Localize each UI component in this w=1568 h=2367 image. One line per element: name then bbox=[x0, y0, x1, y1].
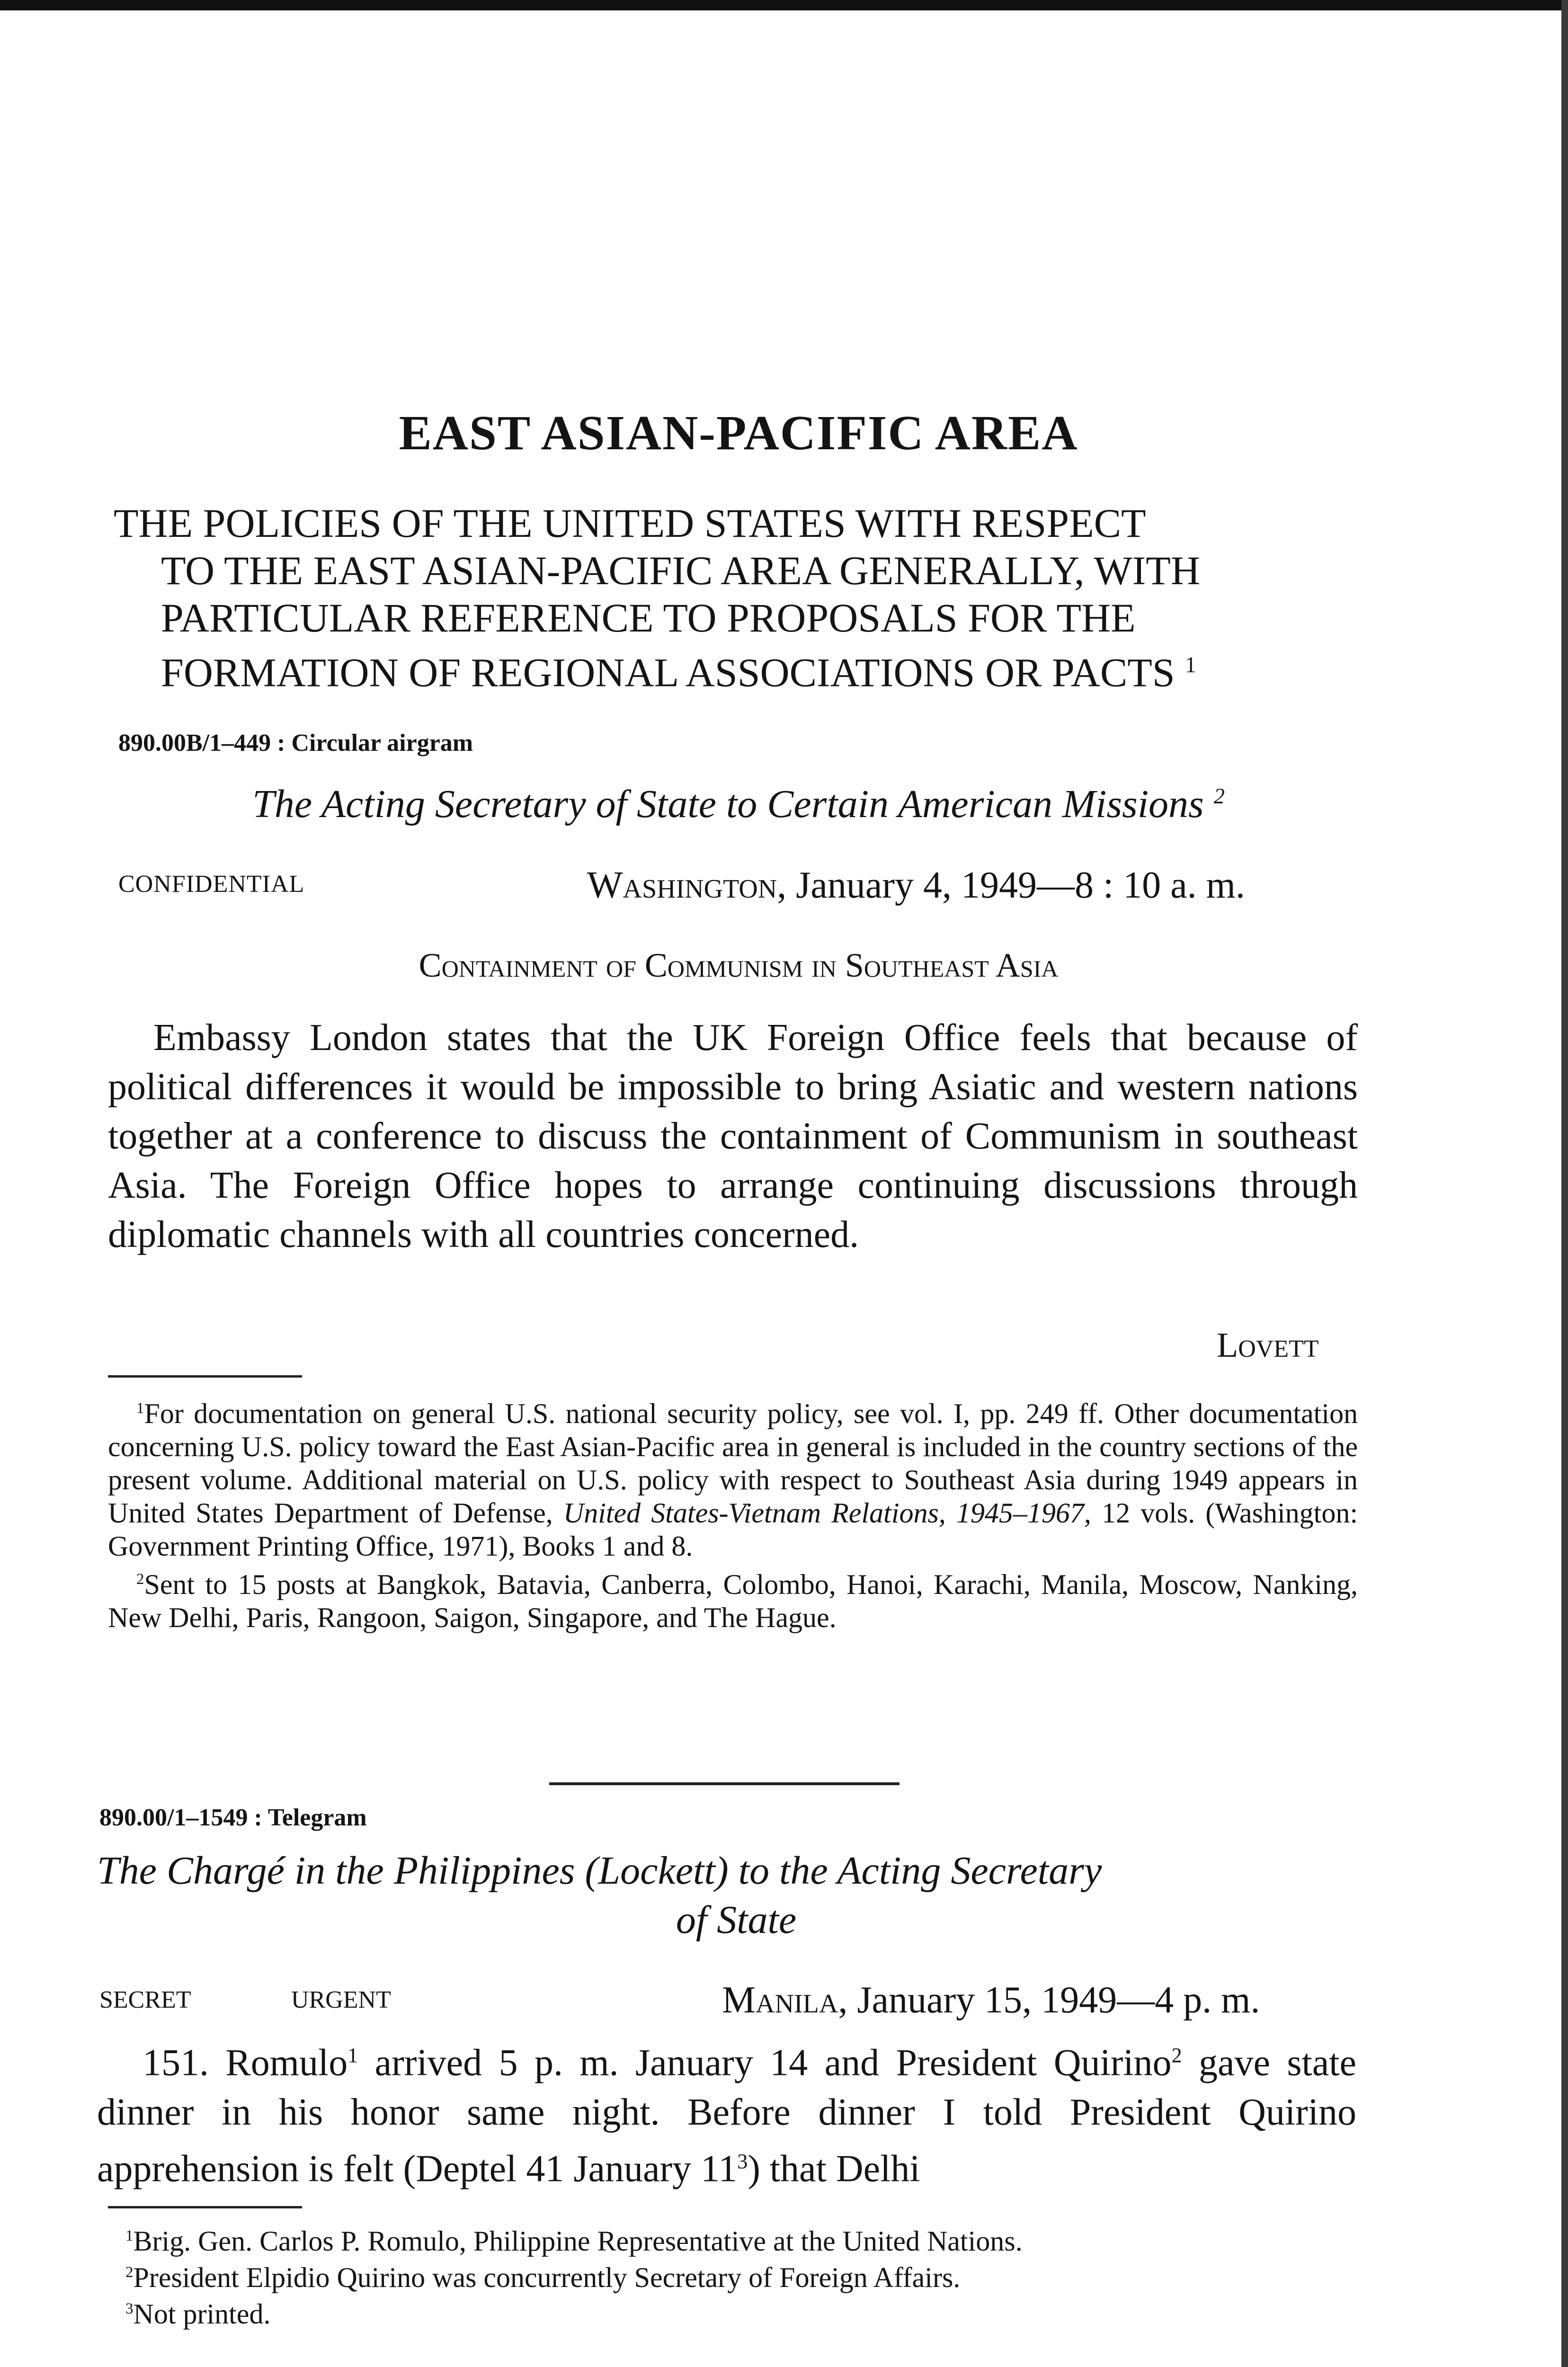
priority-label: URGENT bbox=[291, 1986, 391, 2013]
classification-label: CONFIDENTIAL bbox=[118, 871, 305, 898]
file-reference-1: 890.00B/1–449 : Circular airgram bbox=[118, 730, 473, 756]
document-heading-2 bbox=[97, 1846, 1375, 1945]
main-title: EAST ASIAN-PACIFIC AREA bbox=[399, 406, 1078, 460]
dateline-1 bbox=[587, 864, 1245, 907]
footnote-mark: 1 bbox=[1185, 653, 1196, 677]
dateline-date: January 15, 1949—4 p. m. bbox=[857, 1979, 1260, 2021]
footnote-3: $^3$Not printed. bbox=[125, 2298, 271, 2330]
footnote-1: $^1$For documentation on general U.S. national security policy, see vol. I, pp. 249 ff. Other documentation concerning U.S. policy toward the East Asian-Pacific area in general is included in the country sections of the present volume. Additional material on U.S. policy with respect to Southeast Asia during 1949 appears in United States Department of Defense, United States-Vietnam Relations, 1945–1967, 12 vols. (Washington: Government Printing Office, 1971), Books 1 and 8. bbox=[108, 1398, 1358, 1562]
footnotes-2 bbox=[97, 2220, 1356, 2330]
section-divider bbox=[549, 1782, 900, 1785]
file-reference-2: 890.00/1–1549 : Telegram bbox=[99, 1804, 367, 1831]
body-paragraph: Embassy London states that the UK Foreign Office feels that because of political differences it would be impossible to bring Asiatic and western nations together at a conference to discuss the containment of Communism in southeast Asia. The Foreign Office hopes to arrange continuing discussions through diplomatic channels with all countries concerned. bbox=[108, 1017, 1358, 1255]
footnote-mark: 2 bbox=[1213, 784, 1225, 808]
subtitle-line-1: THE POLICIES OF THE UNITED STATES WITH RESPECT bbox=[114, 500, 1146, 546]
subtitle-line-4: FORMATION OF REGIONAL ASSOCIATIONS OR PACTS $^1$ bbox=[161, 650, 1196, 695]
document-caption: Containment of Communism in Southeast Asia bbox=[419, 946, 1059, 984]
heading-line-1: The Chargé in the Philippines (Lockett) to the Acting Secretary bbox=[97, 1849, 1102, 1893]
footnote-1: $^1$Brig. Gen. Carlos P. Romulo, Philippine Representative at the United Nations. bbox=[125, 2225, 1023, 2257]
dateline-date: January 4, 1949—8 : 10 a. m. bbox=[796, 864, 1245, 906]
dateline-place: Washington, bbox=[587, 864, 787, 906]
footnotes-1 bbox=[108, 1392, 1358, 1634]
body-paragraph: 151. Romulo$^1$ arrived 5 p. m. January 14 and President Quirino$^2$ gave state dinner in his honor same night. Before dinner I told President Quirino apprehension is felt (Deptel 41 January $11^3$) that Delhi bbox=[97, 2042, 1356, 2190]
subtitle-line-3: PARTICULAR REFERENCE TO PROPOSALS FOR THE bbox=[161, 595, 1136, 641]
footnote-rule bbox=[108, 1375, 302, 1378]
document-heading-1: The Acting Secretary of State to Certain American Missions $^2$ bbox=[252, 782, 1225, 826]
body-text-2 bbox=[97, 2031, 1356, 2193]
footnote-2: $^2$Sent to 15 posts at Bangkok, Batavia, Canberra, Colombo, Hanoi, Karachi, Manila, Moscow, Nanking, New Delhi, Paris, Rangoon, Saigon, Singapore, and The Hague. bbox=[108, 1569, 1358, 1633]
section-subtitle bbox=[114, 499, 1363, 696]
footnote-rule bbox=[108, 2206, 302, 2208]
signature: Lovett bbox=[1217, 1326, 1319, 1365]
classification-label: SECRET bbox=[99, 1986, 191, 2013]
heading-line-2: of State bbox=[676, 1898, 797, 1942]
dateline-place: Manila, bbox=[722, 1979, 848, 2021]
subtitle-line-2: TO THE EAST ASIAN-PACIFIC AREA GENERALLY, WITH bbox=[161, 548, 1200, 593]
body-text-1 bbox=[108, 1013, 1358, 1259]
footnote-2: $^2$President Elpidio Quirino was concurrently Secretary of Foreign Affairs. bbox=[125, 2262, 961, 2293]
dateline-2 bbox=[722, 1979, 1260, 2022]
